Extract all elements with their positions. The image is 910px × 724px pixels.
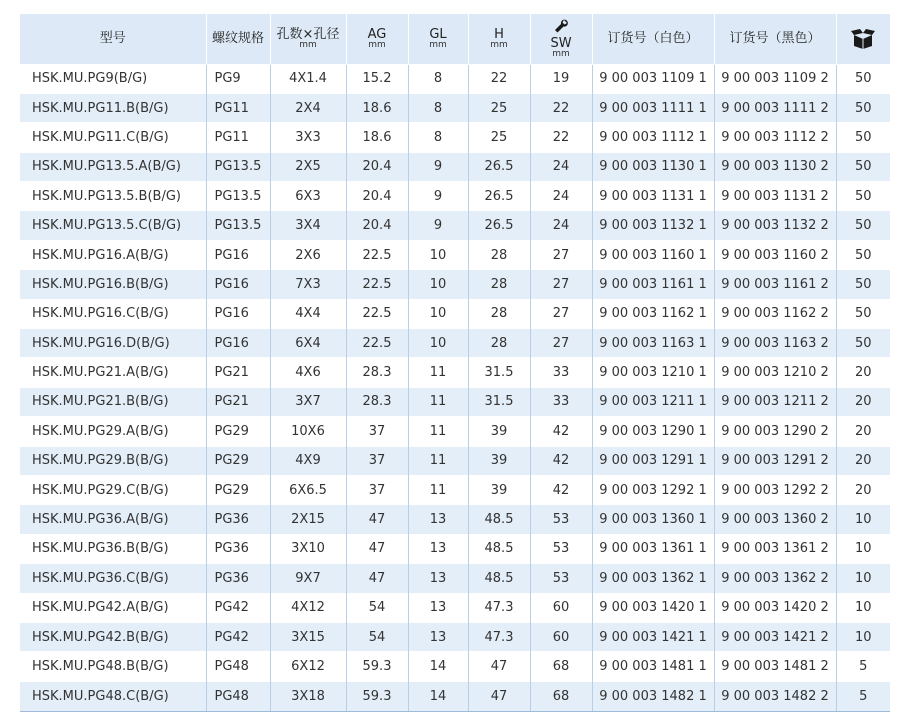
cell-pack: 50 — [836, 152, 890, 181]
cell-ag: 18.6 — [346, 93, 408, 122]
cell-h: 47.3 — [468, 593, 530, 622]
cell-sw: 68 — [530, 652, 592, 681]
cell-order-white: 9 00 003 1292 1 — [592, 475, 714, 504]
cell-h: 25 — [468, 93, 530, 122]
cell-holes: 4X4 — [270, 299, 346, 328]
cell-h: 47 — [468, 681, 530, 710]
cell-h: 28 — [468, 270, 530, 299]
table-row — [20, 446, 890, 475]
cell-order-white: 9 00 003 1130 1 — [592, 152, 714, 181]
header-h-label: H — [494, 26, 504, 42]
header-sw-label: SW — [550, 36, 572, 52]
cell-sw: 24 — [530, 182, 592, 211]
cell-thread: PG48 — [206, 652, 270, 681]
table-row — [20, 505, 890, 534]
cell-gl: 13 — [408, 622, 468, 651]
cell-order-white: 9 00 003 1131 1 — [592, 182, 714, 211]
cell-sw: 33 — [530, 358, 592, 387]
table-row — [20, 152, 890, 181]
cell-order-white: 9 00 003 1361 1 — [592, 534, 714, 563]
cell-gl: 14 — [408, 681, 468, 710]
cell-gl: 11 — [408, 475, 468, 504]
cell-h: 26.5 — [468, 211, 530, 240]
cell-order-white: 9 00 003 1481 1 — [592, 652, 714, 681]
cell-ag: 59.3 — [346, 652, 408, 681]
cell-sw: 42 — [530, 417, 592, 446]
cell-holes: 6X4 — [270, 329, 346, 358]
table-body — [20, 64, 890, 711]
cell-order-black: 9 00 003 1360 2 — [714, 505, 836, 534]
cell-h: 28 — [468, 240, 530, 269]
cell-thread: PG16 — [206, 299, 270, 328]
cell-order-black: 9 00 003 1132 2 — [714, 211, 836, 240]
cell-thread: PG29 — [206, 475, 270, 504]
cell-order-white: 9 00 003 1362 1 — [592, 564, 714, 593]
table-row — [20, 681, 890, 710]
wrench-icon — [553, 18, 569, 34]
cell-gl: 9 — [408, 152, 468, 181]
cell-pack: 50 — [836, 329, 890, 358]
cell-holes: 4X1.4 — [270, 64, 346, 93]
cell-order-white: 9 00 003 1290 1 — [592, 417, 714, 446]
cell-sw: 24 — [530, 211, 592, 240]
cell-sw: 27 — [530, 270, 592, 299]
cell-h: 26.5 — [468, 152, 530, 181]
cell-h: 47 — [468, 652, 530, 681]
cell-thread: PG13.5 — [206, 152, 270, 181]
cell-model: HSK.MU.PG11.B(B/G) — [20, 93, 206, 122]
cell-order-white: 9 00 003 1482 1 — [592, 681, 714, 710]
cell-sw: 60 — [530, 622, 592, 651]
spec-table-container — [20, 14, 890, 712]
cell-sw: 60 — [530, 593, 592, 622]
cell-order-black: 9 00 003 1361 2 — [714, 534, 836, 563]
cell-ag: 54 — [346, 593, 408, 622]
cell-model: HSK.MU.PG29.C(B/G) — [20, 475, 206, 504]
header-ag-label: AG — [367, 26, 387, 42]
table-row — [20, 211, 890, 240]
cell-sw: 53 — [530, 564, 592, 593]
cell-h: 48.5 — [468, 534, 530, 563]
cell-model: HSK.MU.PG48.C(B/G) — [20, 681, 206, 710]
table-row — [20, 270, 890, 299]
cell-thread: PG16 — [206, 240, 270, 269]
cell-holes: 4X12 — [270, 593, 346, 622]
cell-order-white: 9 00 003 1162 1 — [592, 299, 714, 328]
cell-order-white: 9 00 003 1109 1 — [592, 64, 714, 93]
cell-pack: 50 — [836, 270, 890, 299]
cell-order-black: 9 00 003 1163 2 — [714, 329, 836, 358]
cell-ag: 37 — [346, 446, 408, 475]
cell-sw: 27 — [530, 299, 592, 328]
table-row — [20, 240, 890, 269]
cell-holes: 3X4 — [270, 211, 346, 240]
cell-model: HSK.MU.PG13.5.B(B/G) — [20, 182, 206, 211]
cell-model: HSK.MU.PG42.A(B/G) — [20, 593, 206, 622]
cell-holes: 3X10 — [270, 534, 346, 563]
cell-sw: 33 — [530, 387, 592, 416]
cell-thread: PG21 — [206, 387, 270, 416]
header-model: 型号 — [20, 14, 206, 64]
cell-pack: 10 — [836, 505, 890, 534]
cell-thread: PG29 — [206, 417, 270, 446]
cell-ag: 28.3 — [346, 387, 408, 416]
header-h-unit: mm — [490, 39, 508, 50]
cell-order-black: 9 00 003 1161 2 — [714, 270, 836, 299]
cell-pack: 50 — [836, 299, 890, 328]
cell-model: HSK.MU.PG48.B(B/G) — [20, 652, 206, 681]
cell-thread: PG16 — [206, 329, 270, 358]
cell-thread: PG36 — [206, 534, 270, 563]
cell-pack: 50 — [836, 240, 890, 269]
table-row — [20, 299, 890, 328]
cell-holes: 3X3 — [270, 123, 346, 152]
table-row — [20, 64, 890, 93]
cell-h: 48.5 — [468, 505, 530, 534]
box-icon — [850, 28, 876, 50]
table-row — [20, 593, 890, 622]
header-gl-unit: mm — [429, 39, 447, 50]
table-row — [20, 564, 890, 593]
cell-h: 39 — [468, 417, 530, 446]
cell-holes: 6X3 — [270, 182, 346, 211]
cell-sw: 22 — [530, 93, 592, 122]
cell-h: 22 — [468, 64, 530, 93]
cell-order-black: 9 00 003 1210 2 — [714, 358, 836, 387]
cell-thread: PG36 — [206, 505, 270, 534]
header-holes-label: 孔数×孔径 — [276, 26, 340, 42]
cell-gl: 9 — [408, 182, 468, 211]
table-row — [20, 475, 890, 504]
cell-h: 48.5 — [468, 564, 530, 593]
cell-pack: 5 — [836, 652, 890, 681]
header-order-black: 订货号（黑色） — [714, 14, 836, 64]
cell-gl: 9 — [408, 211, 468, 240]
cell-pack: 50 — [836, 123, 890, 152]
table-row — [20, 534, 890, 563]
cell-sw: 22 — [530, 123, 592, 152]
cell-order-white: 9 00 003 1111 1 — [592, 93, 714, 122]
table-row — [20, 123, 890, 152]
table-header-row — [20, 14, 890, 64]
header-sw — [530, 14, 592, 64]
header-ag — [346, 14, 408, 64]
cell-model: HSK.MU.PG29.B(B/G) — [20, 446, 206, 475]
cell-gl: 11 — [408, 417, 468, 446]
cell-model: HSK.MU.PG11.C(B/G) — [20, 123, 206, 152]
cell-ag: 37 — [346, 417, 408, 446]
table-row — [20, 93, 890, 122]
cell-sw: 27 — [530, 240, 592, 269]
cell-gl: 14 — [408, 652, 468, 681]
cell-h: 28 — [468, 329, 530, 358]
cell-gl: 10 — [408, 299, 468, 328]
table-row — [20, 652, 890, 681]
cell-sw: 27 — [530, 329, 592, 358]
cell-holes: 4X6 — [270, 358, 346, 387]
cell-sw: 24 — [530, 152, 592, 181]
cell-holes: 4X9 — [270, 446, 346, 475]
table-row — [20, 358, 890, 387]
cell-gl: 11 — [408, 358, 468, 387]
cell-h: 26.5 — [468, 182, 530, 211]
cell-holes: 9X7 — [270, 564, 346, 593]
cell-model: HSK.MU.PG16.D(B/G) — [20, 329, 206, 358]
cell-order-white: 9 00 003 1291 1 — [592, 446, 714, 475]
cell-order-white: 9 00 003 1211 1 — [592, 387, 714, 416]
cell-thread: PG11 — [206, 123, 270, 152]
cell-order-black: 9 00 003 1111 2 — [714, 93, 836, 122]
header-pack — [836, 14, 890, 64]
cell-model: HSK.MU.PG42.B(B/G) — [20, 622, 206, 651]
cell-ag: 28.3 — [346, 358, 408, 387]
cell-model: HSK.MU.PG13.5.C(B/G) — [20, 211, 206, 240]
cell-thread: PG21 — [206, 358, 270, 387]
header-ag-unit: mm — [368, 39, 386, 50]
cell-thread: PG48 — [206, 681, 270, 710]
cell-order-white: 9 00 003 1421 1 — [592, 622, 714, 651]
header-holes-unit: mm — [299, 39, 317, 50]
header-gl-label: GL — [429, 26, 447, 42]
cell-gl: 13 — [408, 593, 468, 622]
cell-gl: 11 — [408, 446, 468, 475]
cell-order-black: 9 00 003 1362 2 — [714, 564, 836, 593]
table-row — [20, 387, 890, 416]
cell-ag: 47 — [346, 564, 408, 593]
cell-holes: 7X3 — [270, 270, 346, 299]
cell-ag: 20.4 — [346, 152, 408, 181]
cell-gl: 10 — [408, 329, 468, 358]
cell-order-white: 9 00 003 1420 1 — [592, 593, 714, 622]
cell-ag: 47 — [346, 534, 408, 563]
cell-ag: 15.2 — [346, 64, 408, 93]
cell-order-black: 9 00 003 1211 2 — [714, 387, 836, 416]
cell-model: HSK.MU.PG21.B(B/G) — [20, 387, 206, 416]
cell-order-black: 9 00 003 1421 2 — [714, 622, 836, 651]
cell-h: 31.5 — [468, 387, 530, 416]
cell-order-white: 9 00 003 1210 1 — [592, 358, 714, 387]
cell-order-black: 9 00 003 1112 2 — [714, 123, 836, 152]
cell-order-black: 9 00 003 1292 2 — [714, 475, 836, 504]
cell-model: HSK.MU.PG16.B(B/G) — [20, 270, 206, 299]
cell-ag: 20.4 — [346, 211, 408, 240]
cell-order-white: 9 00 003 1160 1 — [592, 240, 714, 269]
cell-holes: 2X15 — [270, 505, 346, 534]
cell-holes: 10X6 — [270, 417, 346, 446]
cell-thread: PG36 — [206, 564, 270, 593]
cell-order-black: 9 00 003 1481 2 — [714, 652, 836, 681]
cell-pack: 20 — [836, 387, 890, 416]
cell-gl: 11 — [408, 387, 468, 416]
cell-h: 28 — [468, 299, 530, 328]
cell-gl: 10 — [408, 240, 468, 269]
cell-thread: PG42 — [206, 622, 270, 651]
cell-ag: 54 — [346, 622, 408, 651]
cell-pack: 20 — [836, 417, 890, 446]
cell-thread: PG11 — [206, 93, 270, 122]
table-row — [20, 329, 890, 358]
cell-order-white: 9 00 003 1360 1 — [592, 505, 714, 534]
cell-h: 31.5 — [468, 358, 530, 387]
cell-h: 39 — [468, 446, 530, 475]
table-row — [20, 182, 890, 211]
cell-order-white: 9 00 003 1132 1 — [592, 211, 714, 240]
cell-holes: 2X5 — [270, 152, 346, 181]
cell-ag: 22.5 — [346, 299, 408, 328]
cell-gl: 13 — [408, 564, 468, 593]
cell-model: HSK.MU.PG13.5.A(B/G) — [20, 152, 206, 181]
cell-holes: 6X6.5 — [270, 475, 346, 504]
header-sw-unit: mm — [552, 49, 570, 60]
cell-ag: 22.5 — [346, 329, 408, 358]
cell-holes: 6X12 — [270, 652, 346, 681]
cell-pack: 50 — [836, 211, 890, 240]
cell-ag: 22.5 — [346, 270, 408, 299]
spec-table — [20, 14, 890, 711]
cell-pack: 20 — [836, 446, 890, 475]
cell-order-white: 9 00 003 1163 1 — [592, 329, 714, 358]
cell-gl: 13 — [408, 505, 468, 534]
cell-pack: 10 — [836, 593, 890, 622]
cell-model: HSK.MU.PG16.C(B/G) — [20, 299, 206, 328]
cell-order-black: 9 00 003 1131 2 — [714, 182, 836, 211]
cell-ag: 59.3 — [346, 681, 408, 710]
cell-model: HSK.MU.PG36.B(B/G) — [20, 534, 206, 563]
cell-holes: 3X15 — [270, 622, 346, 651]
cell-order-white: 9 00 003 1112 1 — [592, 123, 714, 152]
cell-gl: 8 — [408, 123, 468, 152]
cell-model: HSK.MU.PG9(B/G) — [20, 64, 206, 93]
header-holes — [270, 14, 346, 64]
cell-sw: 19 — [530, 64, 592, 93]
cell-order-black: 9 00 003 1420 2 — [714, 593, 836, 622]
cell-pack: 20 — [836, 475, 890, 504]
cell-order-black: 9 00 003 1482 2 — [714, 681, 836, 710]
cell-pack: 20 — [836, 358, 890, 387]
cell-thread: PG9 — [206, 64, 270, 93]
cell-h: 25 — [468, 123, 530, 152]
cell-sw: 42 — [530, 446, 592, 475]
cell-order-black: 9 00 003 1290 2 — [714, 417, 836, 446]
cell-model: HSK.MU.PG29.A(B/G) — [20, 417, 206, 446]
cell-pack: 50 — [836, 182, 890, 211]
cell-sw: 53 — [530, 505, 592, 534]
cell-gl: 8 — [408, 93, 468, 122]
cell-pack: 50 — [836, 93, 890, 122]
header-thread: 螺纹规格 — [206, 14, 270, 64]
cell-order-black: 9 00 003 1162 2 — [714, 299, 836, 328]
cell-model: HSK.MU.PG16.A(B/G) — [20, 240, 206, 269]
cell-pack: 50 — [836, 64, 890, 93]
cell-holes: 3X18 — [270, 681, 346, 710]
cell-holes: 2X6 — [270, 240, 346, 269]
cell-ag: 18.6 — [346, 123, 408, 152]
cell-pack: 10 — [836, 564, 890, 593]
cell-gl: 8 — [408, 64, 468, 93]
cell-ag: 20.4 — [346, 182, 408, 211]
table-bottom-rule — [20, 711, 890, 712]
cell-sw: 68 — [530, 681, 592, 710]
cell-pack: 5 — [836, 681, 890, 710]
cell-thread: PG29 — [206, 446, 270, 475]
cell-model: HSK.MU.PG36.C(B/G) — [20, 564, 206, 593]
header-gl — [408, 14, 468, 64]
cell-model: HSK.MU.PG21.A(B/G) — [20, 358, 206, 387]
cell-sw: 53 — [530, 534, 592, 563]
cell-order-black: 9 00 003 1291 2 — [714, 446, 836, 475]
cell-ag: 22.5 — [346, 240, 408, 269]
header-h — [468, 14, 530, 64]
header-order-white: 订货号（白色） — [592, 14, 714, 64]
cell-order-black: 9 00 003 1130 2 — [714, 152, 836, 181]
cell-thread: PG16 — [206, 270, 270, 299]
cell-ag: 37 — [346, 475, 408, 504]
cell-thread: PG42 — [206, 593, 270, 622]
cell-order-black: 9 00 003 1109 2 — [714, 64, 836, 93]
cell-h: 39 — [468, 475, 530, 504]
cell-thread: PG13.5 — [206, 182, 270, 211]
table-row — [20, 622, 890, 651]
cell-ag: 47 — [346, 505, 408, 534]
cell-order-white: 9 00 003 1161 1 — [592, 270, 714, 299]
cell-holes: 2X4 — [270, 93, 346, 122]
cell-gl: 10 — [408, 270, 468, 299]
cell-pack: 10 — [836, 622, 890, 651]
cell-h: 47.3 — [468, 622, 530, 651]
cell-order-black: 9 00 003 1160 2 — [714, 240, 836, 269]
table-row — [20, 417, 890, 446]
cell-holes: 3X7 — [270, 387, 346, 416]
cell-pack: 10 — [836, 534, 890, 563]
cell-thread: PG13.5 — [206, 211, 270, 240]
cell-gl: 13 — [408, 534, 468, 563]
cell-sw: 42 — [530, 475, 592, 504]
cell-model: HSK.MU.PG36.A(B/G) — [20, 505, 206, 534]
